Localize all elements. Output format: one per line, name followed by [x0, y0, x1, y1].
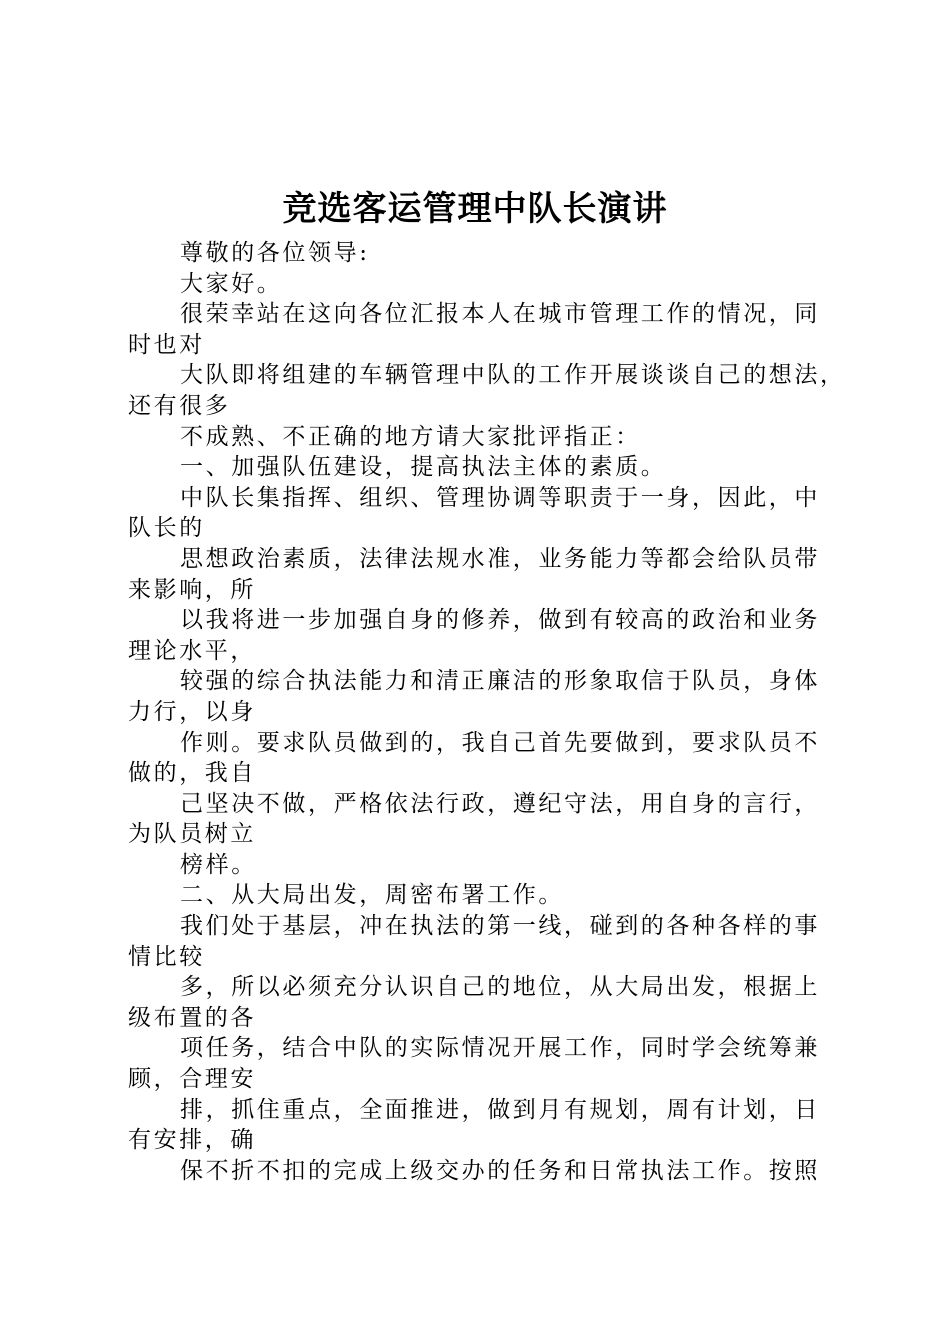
document-body — [128, 238, 848, 1186]
paragraph — [128, 544, 848, 605]
paragraph-line: 榜样。 — [180, 851, 257, 878]
paragraph-line: 较强的综合执法能力和清正廉洁的形象取信于队员，身体 — [180, 668, 820, 695]
paragraph — [128, 1095, 848, 1156]
paragraph-line-continued: 力行，以身 — [128, 698, 256, 725]
paragraph — [128, 269, 848, 300]
section-heading — [128, 880, 848, 911]
paragraph-line-continued: 做的，我自 — [128, 760, 256, 787]
paragraph — [128, 728, 848, 789]
paragraph-line: 项任务，结合中队的实际情况开展工作，同时学会统筹兼 — [180, 1035, 820, 1062]
paragraph — [128, 1033, 848, 1094]
paragraph-line-continued: 级布置的各 — [128, 1004, 256, 1031]
paragraph-line: 大队即将组建的车辆管理中队的工作开展谈谈自己的想法， — [180, 362, 846, 389]
paragraph-line-continued: 队长的 — [128, 515, 205, 542]
paragraph — [128, 850, 848, 881]
paragraph-line: 大家好。 — [180, 270, 283, 297]
paragraph-line: 尊敬的各位领导: — [180, 240, 370, 266]
paragraph-line: 我们处于基层，冲在执法的第一线，碰到的各种各样的事 — [180, 913, 820, 940]
paragraph-line-continued: 来影响，所 — [128, 576, 256, 603]
paragraph-line: 保不折不扣的完成上级交办的任务和日常执法工作。按照 — [180, 1157, 820, 1184]
paragraph-line: 己坚决不做，严格依法行政，遵纪守法，用自身的言行， — [180, 790, 820, 817]
paragraph — [128, 666, 848, 727]
paragraph-line: 排，抓住重点，全面推进，做到月有规划，周有计划，日 — [180, 1096, 820, 1123]
section-heading — [128, 452, 848, 483]
paragraph-line: 一、加强队伍建设，提高执法主体的素质。 — [180, 454, 667, 481]
paragraph-line-continued: 情比较 — [128, 943, 205, 970]
paragraph-line: 作则。要求队员做到的，我自己首先要做到，要求队员不 — [180, 729, 820, 756]
paragraph-line: 思想政治素质，法律法规水准，业务能力等都会给队员带 — [180, 545, 820, 572]
paragraph-line: 以我将进一步加强自身的修养，做到有较高的政治和业务 — [180, 607, 820, 634]
paragraph — [128, 483, 848, 544]
paragraph — [128, 789, 848, 850]
paragraph — [128, 422, 848, 453]
paragraph-line-continued: 有安排，确 — [128, 1127, 256, 1154]
paragraph — [128, 972, 848, 1033]
paragraph — [128, 238, 848, 269]
paragraph — [128, 911, 848, 972]
paragraph — [128, 605, 848, 666]
document-title: 竞选客运管理中队长演讲 — [282, 189, 668, 229]
paragraph-line: 二、从大局出发，周密布署工作。 — [180, 882, 564, 909]
paragraph — [128, 299, 848, 360]
paragraph-line-continued: 为队员树立 — [128, 821, 256, 848]
paragraph-line-continued: 时也对 — [128, 331, 205, 358]
paragraph-line-continued: 还有很多 — [128, 392, 231, 419]
paragraph-line: 中队长集指挥、组织、管理协调等职责于一身，因此，中 — [180, 484, 820, 511]
paragraph-line-continued: 顾，合理安 — [128, 1066, 256, 1093]
paragraph-line-continued: 理论水平， — [128, 637, 256, 664]
paragraph-line: 不成熟、不正确的地方请大家批评指正： — [180, 423, 641, 450]
paragraph-line: 多，所以必须充分认识自己的地位，从大局出发，根据上 — [180, 974, 820, 1001]
paragraph-line: 很荣幸站在这向各位汇报本人在城市管理工作的情况，同 — [180, 301, 820, 328]
paragraph — [128, 1156, 848, 1187]
paragraph — [128, 360, 848, 421]
